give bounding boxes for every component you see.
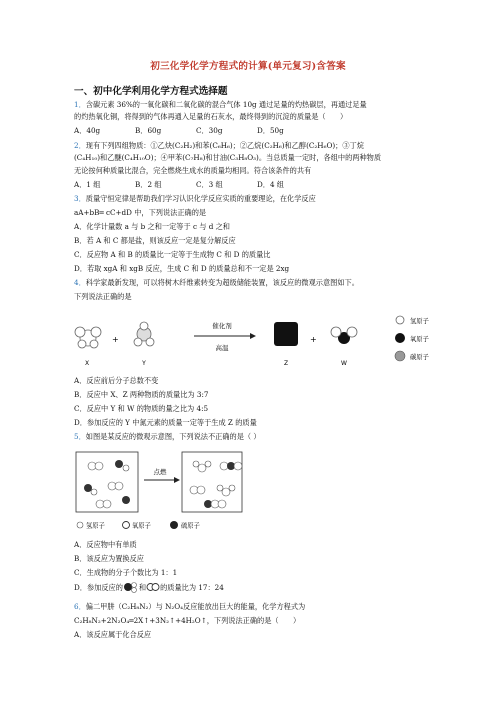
q4-text-1: 科学家最新发现，可以将树木纤维素转变为超级储能装置，该反应的微观示意图如下。 [85,278,359,287]
reaction-arrowhead [250,333,256,339]
page-title: 初三化学化学方程式的计算(单元复习)含答案 [150,61,346,72]
section-heading: 一、初中化学利用化学方程式选择题 [74,86,228,97]
q1-option-b: B．60g [135,126,162,135]
q5-option-d-mid: 和 [138,582,147,592]
q5-option-a: A．反应物中有单质 [74,540,137,549]
q1-line2: 的灼热氧化铜，将得到的气体再通入足量的石灰水，最终得到的沉淀的质量是（ ） [74,112,348,121]
q4-option-a: A．反应前后分子总数不变 [74,376,159,385]
q3-number: 3． [74,194,86,203]
q5-option-d [74,581,224,593]
carbon-atom-icon [395,351,405,361]
legend-oxygen: 氧原子 [410,336,429,343]
q3-line1 [74,194,316,203]
q1-option-c: C．30g [196,126,223,135]
q6-line2: C₂H₈N₂+2N₂O₄═2X↑+3N₂↑+4H₂O↑，下列说法正确的是（ ） [74,616,301,625]
q6-number: 6． [74,602,86,611]
q2-option-b: B．2 组 [135,180,162,189]
condition-label: 高温 [215,344,229,352]
q1-text-1: 含碳元素 36%的一氧化碳和二氧化碳的混合气体 10g 通过足量的灼热碳层，再通过足量 [85,100,367,109]
label-z: Z [283,360,289,367]
q4-option-d: D．参加反应的 Y 中氮元素的质量一定等于生成 Z 的质量 [74,418,257,427]
q5-option-d-prefix: D．参加反应的 [74,582,123,592]
q1-number: 1． [74,100,86,109]
q3-option-c: C．反应物 A 和 B 的质量比一定等于生成物 C 和 D 的质量比 [74,250,271,259]
q4-reaction-diagram [74,312,434,368]
q2-line3: 无论按何种质量比混合，完全燃烧生成水的质量均相同。符合该条件的共有 [74,166,312,175]
legend-carbon: 碳原子 [410,354,429,361]
q5-sulfur-atom-icon [170,521,178,529]
q5-option-b: B．该反应为置换反应 [74,554,144,563]
q6-line1 [74,602,305,611]
h2s-molecule-icon [123,581,139,593]
q5-text-1: 如图是某反应的微观示意图，下列说法不正确的是（ ） [85,432,261,441]
molecule-z-icon [274,322,298,346]
q1-option-d: D．50g [257,126,284,135]
q3-option-b: B．若 A 和 C 都是盐，则该反应一定是复分解反应 [74,236,236,245]
label-x: X [84,360,90,367]
molecule-x-icon [75,327,101,348]
q2-number: 2． [74,141,86,150]
q5-number: 5． [74,432,86,441]
legend-hydrogen: 氢原子 [410,318,429,325]
q4-option-b: B．反应中 X、Z 两种物质的质量比为 3:7 [74,390,209,399]
q5-reaction-diagram [74,448,244,532]
q3-line2: aA+bB═ cC+dD 中，下列说法正确的是 [74,208,207,217]
q3-text-1: 质量守恒定律是帮助我们学习认识化学反应实质的重要理论，在化学反应 [85,194,316,203]
q2-option-c: C．3 组 [196,180,223,189]
hydrogen-atom-icon [396,316,404,324]
q4-option-c: C．反应中 Y 和 W 的物质的量之比为 4:5 [74,404,209,413]
q3-option-a: A．化学计量数 a 与 b 之和一定等于 c 与 d 之和 [74,222,230,231]
q1-line1 [74,100,367,109]
o2-molecule-icon [146,581,160,593]
q2-line2: (C₄H₁₀)和乙醚(C₄H₁₀O)；④甲苯(C₇H₈)和甘油(C₃H₈O₃)。当总质量一定时，各组中的两种物质 [74,153,382,162]
q6-option-a: A．该反应属于化合反应 [74,630,152,639]
q5-reaction-arrowhead [174,477,180,483]
q2-option-d: D．4 组 [257,180,284,189]
q5-oxygen-atom-icon [123,522,130,529]
q2-options [74,180,318,189]
q2-line1 [74,141,364,150]
q4-line1 [74,278,359,287]
molecule-w-icon [331,327,357,344]
q4-line2: 下列说法正确的是 [74,292,132,301]
q5-legend-hydrogen: 氢原子 [86,522,105,530]
plus-sign-2: + [310,335,317,344]
q5-line1 [74,432,261,441]
q6-text-1: 偏二甲肼（C₂H₈N₂）与 N₂O₄反应能放出巨大的能量，化学方程式为 [85,602,306,611]
label-y: Y [142,360,146,367]
q5-legend-oxygen: 氧原子 [132,522,151,530]
q1-option-a: A．40g [74,126,101,135]
q2-option-a: A．1 组 [74,180,101,189]
molecule-y-icon [134,322,154,346]
q5-hydrogen-atom-icon [77,522,83,528]
catalyst-label: 催化剂 [212,322,232,330]
plus-sign-1: + [112,335,119,344]
q5-option-d-suffix: 的质量比为 17：24 [160,582,224,592]
label-w: W [341,360,347,367]
q5-legend-sulfur: 硫原子 [181,522,200,530]
q1-options [74,126,318,135]
q5-option-c: C．生成物的分子个数比为 1：1 [74,568,178,577]
q4-number: 4． [74,278,86,287]
q3-option-d: D．若取 xgA 和 xgB 反应，生成 C 和 D 的质量总和不一定是 2xg [74,264,290,273]
q5-condition-label: 点燃 [153,468,167,476]
q2-text-1: 现有下列四组物质：①乙炔(C₂H₂)和苯(C₆H₆)；②乙烷(C₂H₆)和乙醇(C₂H₆O)；③丁烷 [85,141,364,150]
oxygen-atom-icon [395,333,405,343]
